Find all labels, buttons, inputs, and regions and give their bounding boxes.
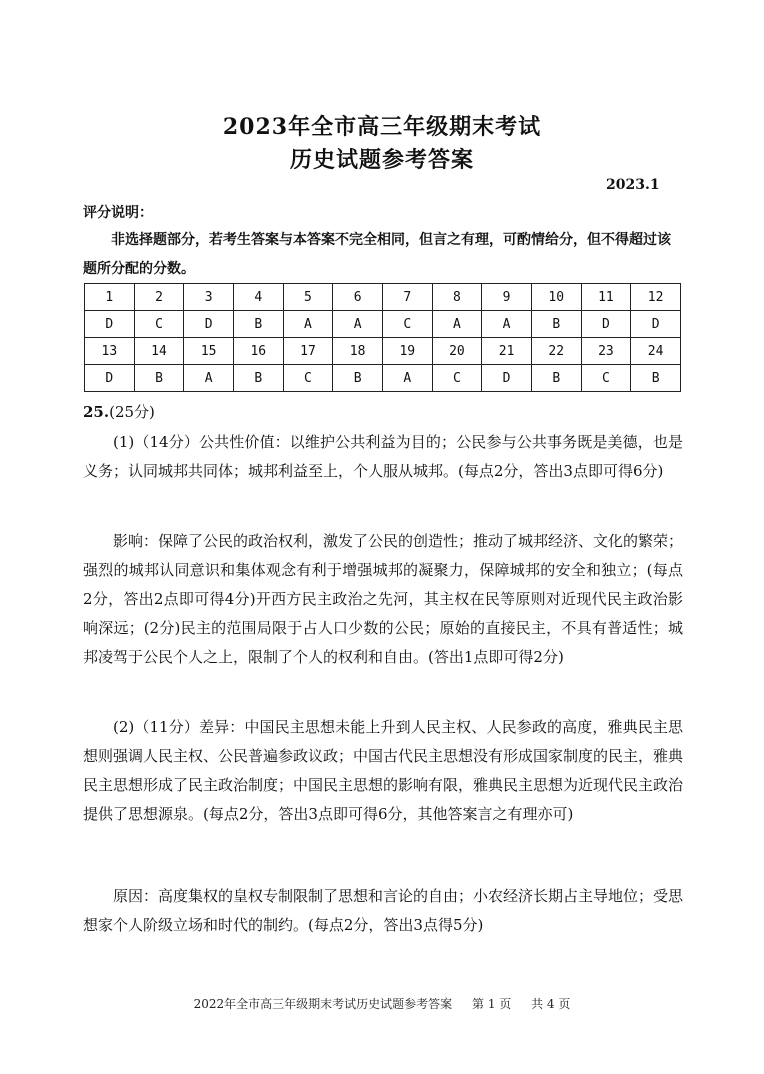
table-cell: 11 bbox=[581, 284, 631, 311]
table-cell: 21 bbox=[482, 338, 532, 365]
table-row bbox=[85, 365, 681, 392]
table-cell: A bbox=[482, 311, 532, 338]
page-footer bbox=[0, 995, 764, 1012]
table-cell: 14 bbox=[134, 338, 184, 365]
question-25-number: 25. bbox=[83, 403, 110, 421]
table-cell: 15 bbox=[184, 338, 234, 365]
table-cell: A bbox=[382, 365, 432, 392]
table-cell: B bbox=[233, 311, 283, 338]
q25-part1-impact: 影响：保障了公民的政治权利，激发了公民的创造性；推动了城邦经济、文化的繁荣；强烈的城邦认同意识和集体观念有利于增强城邦的凝聚力，保障城邦的安全和独立；(每点2分，答出2点即可得4分)开西方民主政治之先河，其主权在民等原则对近现代民主政治影响深远；(2分)民主的范围局限于占人口少数的公民；原始的直接民主，不具有普适性；城邦凌驾于公民个人之上，限制了个人的权利和自由。(答出1点即可得2分) bbox=[83, 532, 684, 666]
table-row bbox=[85, 284, 681, 311]
table-cell: 1 bbox=[85, 284, 135, 311]
table-cell: 19 bbox=[382, 338, 432, 365]
table-cell: D bbox=[631, 311, 681, 338]
title-line-2: 历史试题参考答案 bbox=[289, 147, 474, 173]
question-25-header bbox=[83, 401, 155, 422]
table-cell: 8 bbox=[432, 284, 482, 311]
table-cell: D bbox=[85, 311, 135, 338]
table-cell: 24 bbox=[631, 338, 681, 365]
table-cell: 23 bbox=[581, 338, 631, 365]
q25-part2: (2)（11分）差异：中国民主思想未能上升到人民主权、人民参政的高度，雅典民主思想则强调人民主权、公民普遍参政议政；中国古代民主思想没有形成国家制度的民主，雅典民主思想形成了民主政治制度；中国民主思想的影响有限，雅典民主思想为近现代民主政治提供了思想源泉。(每点2分，答出3点即可得6分，其他答案言之有理亦可) bbox=[83, 718, 684, 823]
table-cell: B bbox=[531, 365, 581, 392]
table-cell: D bbox=[85, 365, 135, 392]
table-cell: 20 bbox=[432, 338, 482, 365]
table-cell: D bbox=[184, 311, 234, 338]
table-cell: C bbox=[382, 311, 432, 338]
question-25-score: (25分) bbox=[109, 403, 155, 421]
table-cell: 16 bbox=[233, 338, 283, 365]
table-cell: C bbox=[283, 365, 333, 392]
q25-part1: (1)（14分）公共性价值：以维护公共利益为目的；公民参与公共事务既是美德，也是义务；认同城邦共同体；城邦利益至上，个人服从城邦。(每点2分，答出3点即可得6分) bbox=[83, 433, 683, 480]
table-cell: A bbox=[333, 311, 383, 338]
table-row bbox=[85, 311, 681, 338]
table-cell: 2 bbox=[134, 284, 184, 311]
footer-page-number: 第 1 页 bbox=[472, 997, 512, 1011]
table-cell: 4 bbox=[233, 284, 283, 311]
footer-total-pages: 共 4 页 bbox=[531, 997, 571, 1011]
table-cell: B bbox=[631, 365, 681, 392]
table-cell: 7 bbox=[382, 284, 432, 311]
table-cell: C bbox=[432, 365, 482, 392]
table-cell: 22 bbox=[531, 338, 581, 365]
title-line-1: 2023年全市高三年级期末考试 bbox=[222, 114, 542, 140]
table-cell: D bbox=[581, 311, 631, 338]
table-cell: D bbox=[482, 365, 532, 392]
scoring-heading: 评分说明： bbox=[83, 205, 153, 221]
table-cell: A bbox=[432, 311, 482, 338]
table-cell: B bbox=[233, 365, 283, 392]
table-row bbox=[85, 338, 681, 365]
table-cell: 5 bbox=[283, 284, 333, 311]
table-cell: 10 bbox=[531, 284, 581, 311]
table-cell: 9 bbox=[482, 284, 532, 311]
scoring-note: 非选择题部分，若考生答案与本答案不完全相同，但言之有理，可酌情给分，但不得超过该题所分配的分数。 bbox=[83, 232, 671, 277]
table-cell: 6 bbox=[333, 284, 383, 311]
table-cell: B bbox=[134, 365, 184, 392]
answer-table bbox=[84, 283, 681, 392]
table-cell: A bbox=[184, 365, 234, 392]
table-cell: 12 bbox=[631, 284, 681, 311]
table-cell: B bbox=[333, 365, 383, 392]
table-cell: A bbox=[283, 311, 333, 338]
table-cell: C bbox=[134, 311, 184, 338]
table-cell: 3 bbox=[184, 284, 234, 311]
q25-part2-reason: 原因：高度集权的皇权专制限制了思想和言论的自由；小农经济长期占主导地位；受思想家个人阶级立场和时代的制约。(每点2分，答出3点得5分) bbox=[83, 887, 684, 934]
footer-doc-title: 2022年全市高三年级期末考试历史试题参考答案 bbox=[193, 997, 453, 1011]
table-cell: 13 bbox=[85, 338, 135, 365]
exam-date: 2023.1 bbox=[606, 177, 660, 193]
table-cell: C bbox=[581, 365, 631, 392]
table-cell: 18 bbox=[333, 338, 383, 365]
table-cell: B bbox=[531, 311, 581, 338]
table-cell: 17 bbox=[283, 338, 333, 365]
